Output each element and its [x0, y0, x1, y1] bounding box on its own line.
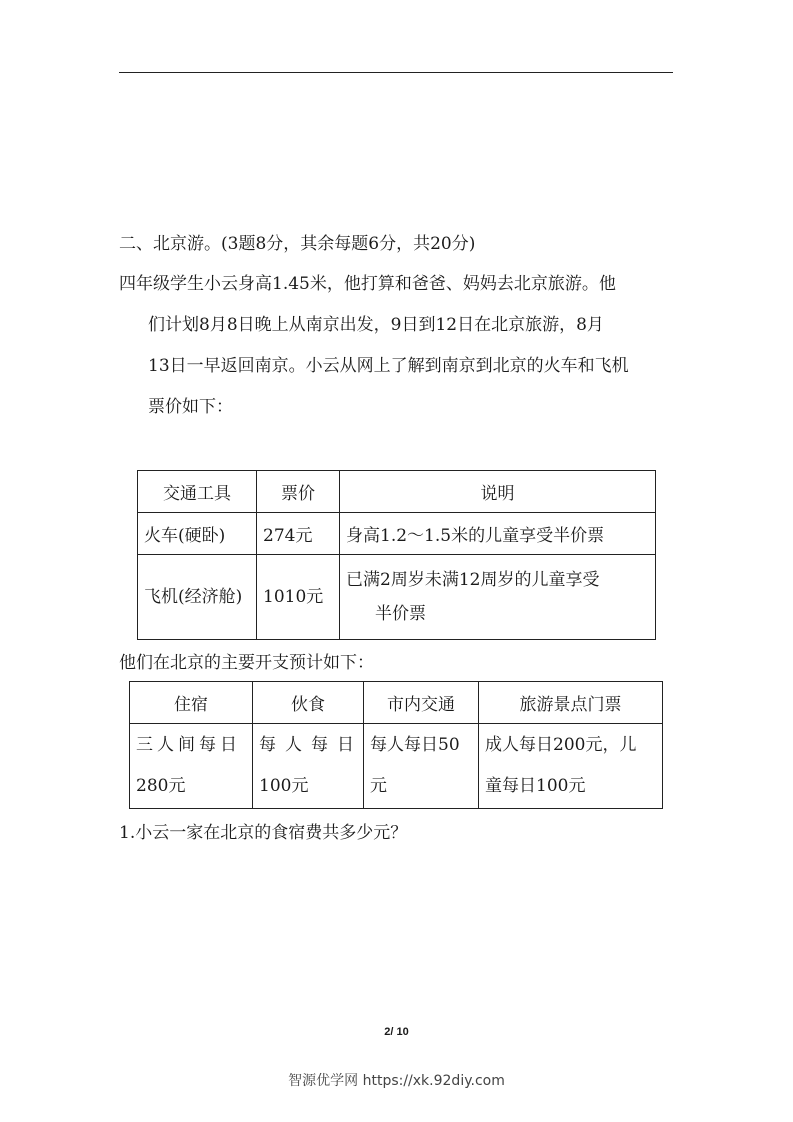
table-row: [138, 513, 656, 555]
intro-line: 四年级学生小云身高1.45米，他打算和爸爸、妈妈去北京旅游。他: [119, 274, 616, 294]
column-header: 票价: [257, 471, 340, 513]
column-header: 交通工具: [138, 471, 257, 513]
price-cell: 274元: [257, 513, 340, 555]
expense-intro: 他们在北京的主要开支预计如下：: [119, 653, 374, 673]
cell-line: 成人每日200元，儿: [485, 735, 637, 755]
page-number: 2/ 10: [384, 1026, 409, 1038]
note-line: 已满2周岁未满12周岁的儿童享受: [346, 570, 600, 590]
note-line: 半价票: [375, 604, 426, 624]
header-rule: [119, 72, 673, 73]
column-header: 市内交通: [364, 682, 479, 724]
note-cell: 身高1.2～1.5米的儿童享受半价票: [340, 513, 656, 555]
column-header: 说明: [340, 471, 656, 513]
tickets-cell: [479, 724, 663, 809]
transport-cell: 火车(硬卧): [138, 513, 257, 555]
cell-line: 三人间每日: [136, 735, 241, 755]
cell-line: 每人每日: [259, 735, 363, 755]
expense-table: [129, 681, 663, 809]
intro-line: 们计划8月8日晚上从南京出发，9日到12日在北京旅游，8月: [148, 315, 604, 335]
table-row: [130, 724, 663, 809]
transport-cell: [364, 724, 479, 809]
cell-line: 100元: [259, 776, 309, 796]
cell-line: 每人每日50: [370, 735, 460, 755]
section-heading: 二、北京游。(3题8分，其余每题6分，共20分): [119, 234, 476, 254]
table-header-row: [130, 682, 663, 724]
footer-watermark: 智源优学网 https://xk.92diy.com: [288, 1073, 505, 1089]
price-cell: 1010元: [257, 555, 340, 640]
intro-line: 票价如下：: [148, 397, 233, 417]
column-header: 住宿: [130, 682, 253, 724]
cell-line: 元: [370, 776, 387, 796]
transport-cell: 飞机(经济舱): [138, 555, 257, 640]
intro-paragraph: [119, 268, 679, 432]
question-1: 1.小云一家在北京的食宿费共多少元？: [119, 823, 408, 843]
intro-line: 13日一早返回南京。小云从网上了解到南京到北京的火车和飞机: [148, 356, 629, 376]
lodging-cell: [130, 724, 253, 809]
cell-line: 童每日100元: [485, 776, 586, 796]
note-cell: [340, 555, 656, 640]
table-header-row: [138, 471, 656, 513]
table-row: [138, 555, 656, 640]
column-header: 伙食: [253, 682, 364, 724]
column-header: 旅游景点门票: [479, 682, 663, 724]
food-cell: [253, 724, 364, 809]
cell-line: 280元: [136, 776, 186, 796]
ticket-price-table: [137, 470, 656, 640]
